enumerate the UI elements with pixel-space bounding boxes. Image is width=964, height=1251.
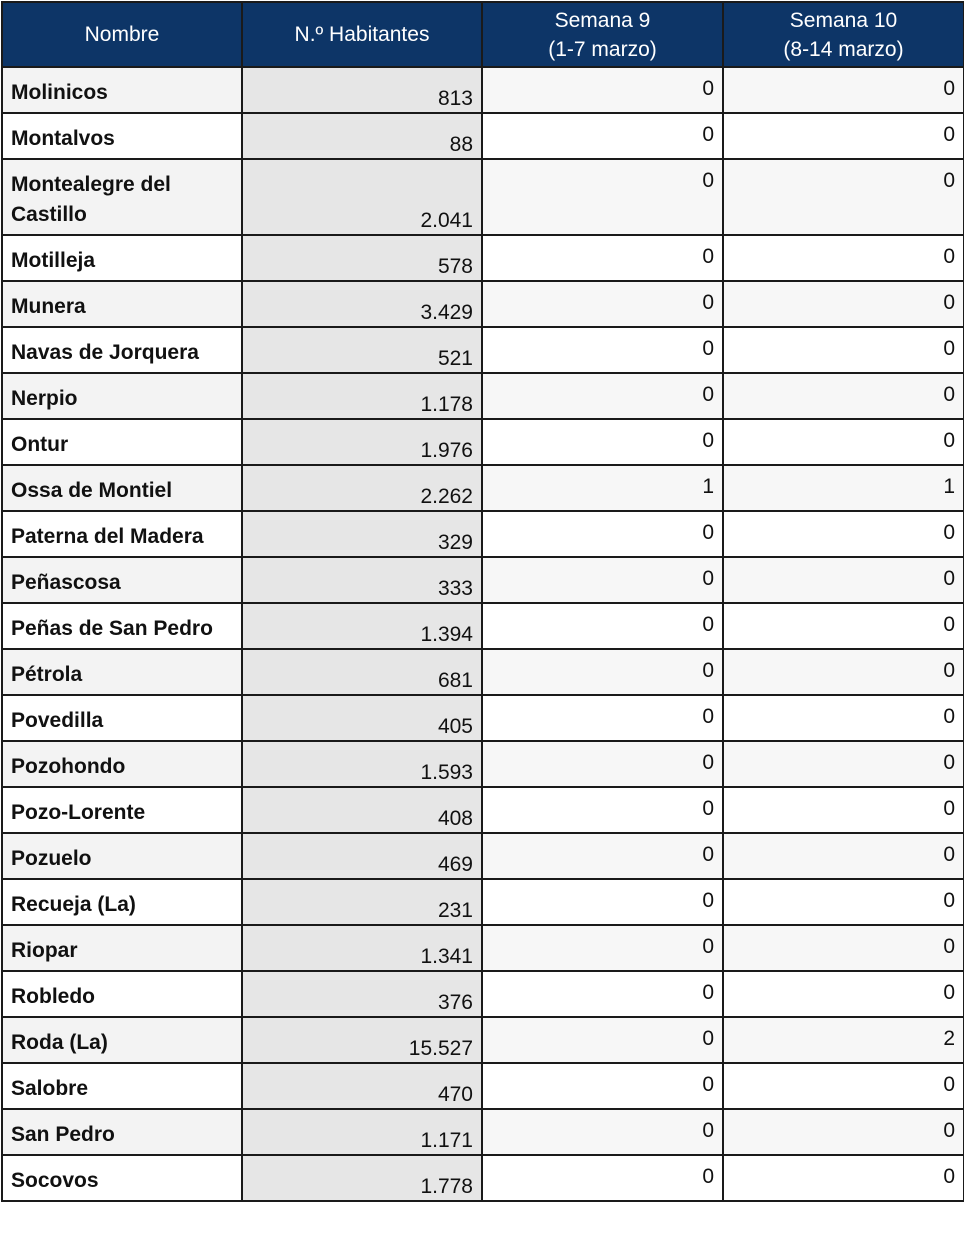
cell-population: 231 [242, 879, 482, 925]
cell-name: Povedilla [2, 695, 242, 741]
cell-name: Molinicos [2, 67, 242, 113]
cell-name: Navas de Jorquera [2, 327, 242, 373]
cell-week10: 0 [723, 695, 964, 741]
table-row [2, 67, 964, 113]
cell-week9: 0 [482, 1063, 723, 1109]
cell-week10: 0 [723, 603, 964, 649]
cell-name: Montalvos [2, 113, 242, 159]
cell-name: Munera [2, 281, 242, 327]
cell-population: 469 [242, 833, 482, 879]
cell-population: 333 [242, 557, 482, 603]
cell-name: Peñascosa [2, 557, 242, 603]
cell-name: Pozohondo [2, 741, 242, 787]
cell-name: Roda (La) [2, 1017, 242, 1063]
cell-week10: 0 [723, 113, 964, 159]
cell-population: 813 [242, 67, 482, 113]
table-row [2, 833, 964, 879]
cell-week9: 0 [482, 971, 723, 1017]
table-row [2, 649, 964, 695]
cell-week9: 0 [482, 419, 723, 465]
cell-population: 470 [242, 1063, 482, 1109]
cell-population: 3.429 [242, 281, 482, 327]
table-row [2, 787, 964, 833]
table-row [2, 1155, 964, 1201]
header-row [2, 2, 964, 67]
table-row [2, 327, 964, 373]
cell-population: 1.341 [242, 925, 482, 971]
cell-week10: 0 [723, 1063, 964, 1109]
cell-week9: 0 [482, 1109, 723, 1155]
cell-week9: 0 [482, 327, 723, 373]
table-row [2, 925, 964, 971]
header-name: Nombre [2, 2, 242, 67]
table-row [2, 373, 964, 419]
cell-name: Pétrola [2, 649, 242, 695]
cell-week9: 1 [482, 465, 723, 511]
cell-week10: 0 [723, 419, 964, 465]
cell-population: 1.171 [242, 1109, 482, 1155]
cell-week9: 0 [482, 925, 723, 971]
cell-week10: 0 [723, 373, 964, 419]
cell-name: Ossa de Montiel [2, 465, 242, 511]
cell-week9: 0 [482, 67, 723, 113]
cell-population: 1.976 [242, 419, 482, 465]
cell-population: 15.527 [242, 1017, 482, 1063]
cell-week9: 0 [482, 879, 723, 925]
cell-week10: 1 [723, 465, 964, 511]
cell-week10: 0 [723, 833, 964, 879]
cell-week9: 0 [482, 787, 723, 833]
cell-population: 1.778 [242, 1155, 482, 1201]
table-row [2, 159, 964, 235]
cell-week9: 0 [482, 1155, 723, 1201]
table-row [2, 971, 964, 1017]
table-row [2, 419, 964, 465]
cell-name: Salobre [2, 1063, 242, 1109]
cell-week10: 0 [723, 557, 964, 603]
cell-name: Nerpio [2, 373, 242, 419]
cell-week10: 0 [723, 67, 964, 113]
municipalities-table [1, 1, 964, 1202]
cell-name: San Pedro [2, 1109, 242, 1155]
cell-week10: 0 [723, 159, 964, 235]
cell-name: Pozo-Lorente [2, 787, 242, 833]
cell-week9: 0 [482, 649, 723, 695]
cell-week10: 0 [723, 787, 964, 833]
cell-name: Riopar [2, 925, 242, 971]
table-row [2, 511, 964, 557]
cell-population: 408 [242, 787, 482, 833]
table-row [2, 1017, 964, 1063]
header-week10: Semana 10 (8-14 marzo) [723, 2, 964, 67]
cell-population: 1.178 [242, 373, 482, 419]
cell-name: Peñas de San Pedro [2, 603, 242, 649]
cell-population: 1.394 [242, 603, 482, 649]
table-row [2, 557, 964, 603]
table-row [2, 281, 964, 327]
cell-week10: 2 [723, 1017, 964, 1063]
cell-week10: 0 [723, 511, 964, 557]
cell-week9: 0 [482, 281, 723, 327]
cell-week10: 0 [723, 879, 964, 925]
cell-population: 405 [242, 695, 482, 741]
cell-population: 2.041 [242, 159, 482, 235]
header-population: N.º Habitantes [242, 2, 482, 67]
cell-week10: 0 [723, 649, 964, 695]
table-row [2, 603, 964, 649]
table-row [2, 465, 964, 511]
cell-week10: 0 [723, 971, 964, 1017]
cell-week9: 0 [482, 113, 723, 159]
table-row [2, 741, 964, 787]
table-row [2, 235, 964, 281]
cell-population: 329 [242, 511, 482, 557]
cell-week9: 0 [482, 373, 723, 419]
cell-week9: 0 [482, 1017, 723, 1063]
cell-week9: 0 [482, 695, 723, 741]
cell-population: 578 [242, 235, 482, 281]
cell-week10: 0 [723, 925, 964, 971]
cell-name: Recueja (La) [2, 879, 242, 925]
cell-week10: 0 [723, 327, 964, 373]
cell-week10: 0 [723, 281, 964, 327]
cell-week9: 0 [482, 557, 723, 603]
cell-name: Robledo [2, 971, 242, 1017]
cell-week10: 0 [723, 1155, 964, 1201]
cell-week9: 0 [482, 159, 723, 235]
cell-population: 681 [242, 649, 482, 695]
cell-name: Motilleja [2, 235, 242, 281]
cell-name: Pozuelo [2, 833, 242, 879]
table-row [2, 1063, 964, 1109]
cell-population: 88 [242, 113, 482, 159]
header-week9: Semana 9 (1-7 marzo) [482, 2, 723, 67]
table-row [2, 1109, 964, 1155]
cell-week9: 0 [482, 833, 723, 879]
cell-week10: 0 [723, 1109, 964, 1155]
cell-population: 376 [242, 971, 482, 1017]
cell-week9: 0 [482, 235, 723, 281]
cell-week10: 0 [723, 235, 964, 281]
cell-population: 2.262 [242, 465, 482, 511]
cell-week9: 0 [482, 741, 723, 787]
table-row [2, 113, 964, 159]
cell-week9: 0 [482, 603, 723, 649]
table-row [2, 879, 964, 925]
cell-name: Montealegre del Castillo [2, 159, 242, 235]
cell-population: 1.593 [242, 741, 482, 787]
cell-week10: 0 [723, 741, 964, 787]
cell-population: 521 [242, 327, 482, 373]
cell-name: Socovos [2, 1155, 242, 1201]
cell-name: Paterna del Madera [2, 511, 242, 557]
cell-week9: 0 [482, 511, 723, 557]
table-row [2, 695, 964, 741]
cell-name: Ontur [2, 419, 242, 465]
